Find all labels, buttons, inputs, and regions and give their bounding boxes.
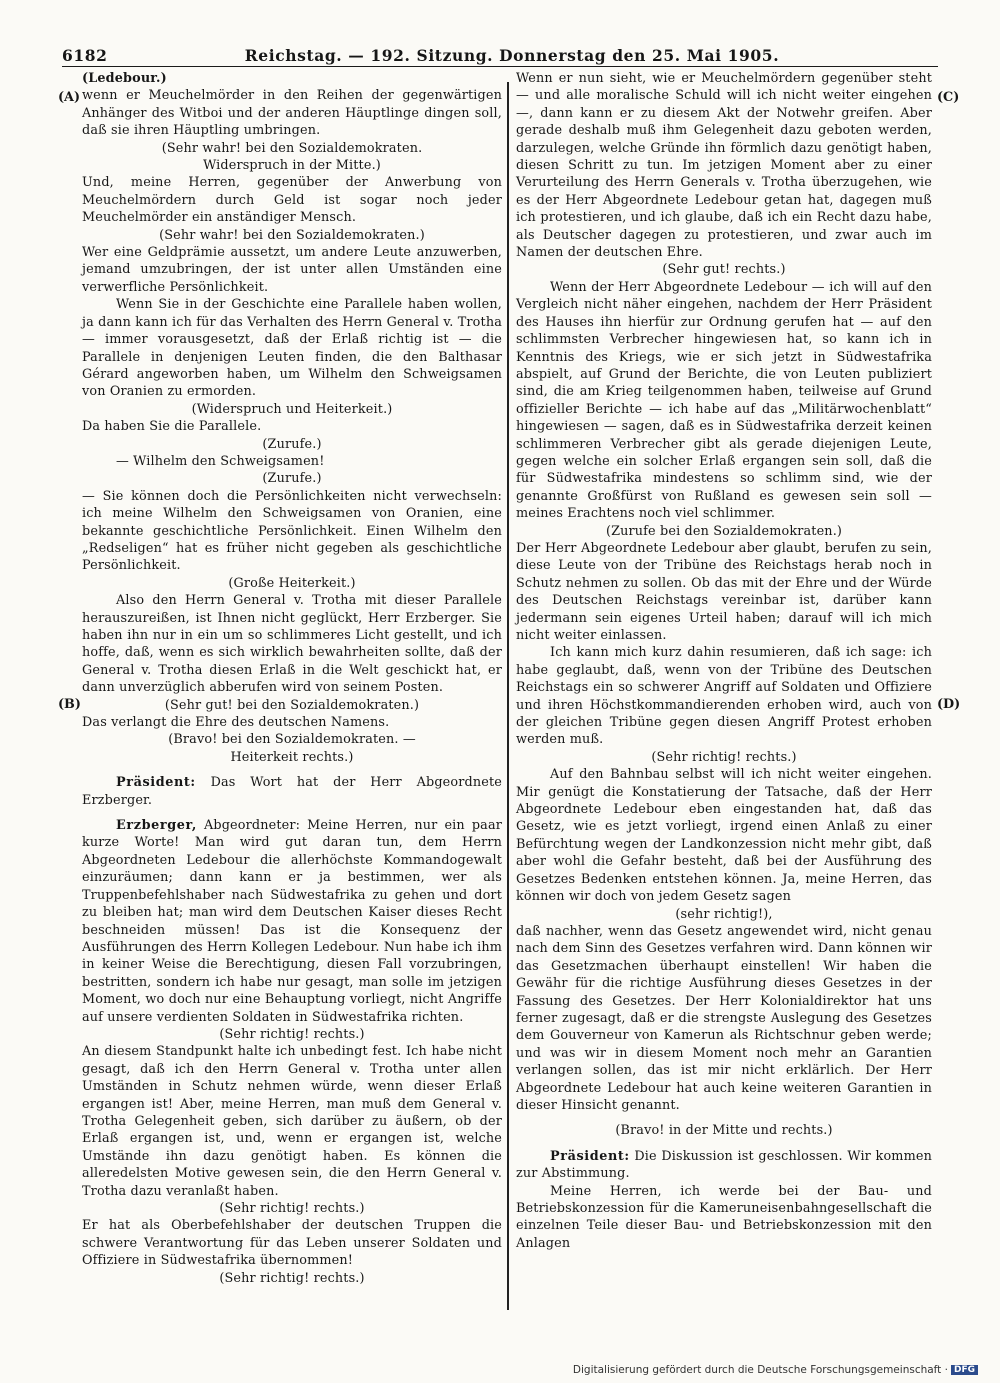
- interjection: (Sehr gut! bei den Sozialdemokraten.): [164, 697, 420, 713]
- left-column: [82, 70, 502, 1287]
- interjection: (Widerspruch und Heiterkeit.): [191, 401, 393, 417]
- speaker-name: Präsident:: [116, 775, 196, 791]
- paragraph: Wer eine Geldprämie aussetzt, um andere Leute anzuwerben, jemand umzubringen, der ist unter allen Umständen eine verwerfliche Persönlichkeit.: [82, 245, 502, 295]
- speaker-paragraph: Erzberger, Abgeordneter: Meine Herren, nur ein paar kurze Worte! Man wird gut daran tun, dem Herrn Abgeordneten Ledebour die allerhöchste Kommandogewalt einzuräumen; dann kann er ja bestimmen, wer als Truppenbefehlshaber nach Südwestafrika zu gehen und dort zu bleiben hat; man wird dem Deutschen Kaiser dieses Recht beschneiden müssen! Das ist die Konsequenz der Ausführungen des Herrn Kollegen Ledebour. Nun habe ich ihm in keiner Weise die Berechtigung, diesen Fall vorzubringen, bestritten, sondern ich habe nur gesagt, man solle im jetzigen Moment, wo doch nur eine Behauptung vorliegt, nicht Angriffe auf unsere verdienten Soldaten in Südwestafrika richten.: [82, 818, 503, 1025]
- paragraph: Wenn Sie in der Geschichte eine Parallele haben wollen, ja dann kann ich für das Verhalten des Herrn General v. Trotha — immer vorausgesetzt, daß der Erlaß richtig ist — die Parallele in denjenigen Leuten finden, die den Balthasar Gérard angeworben haben, um Wilhelm den Schweigsamen von Oranien zu ermorden.: [82, 297, 502, 400]
- column-divider: [507, 82, 509, 1310]
- paragraph: Meine Herren, ich werde bei der Bau- und Betriebskonzession für die Kameruneisenbahngesellschaft die einzelnen Teile dieser Bau- und Betriebskonzession mit den Anlagen: [516, 1183, 932, 1251]
- interjection: (Sehr gut! rechts.): [662, 262, 786, 278]
- interjection: (Bravo! bei den Sozialdemokraten. —: [168, 732, 416, 748]
- speaker-name: Erzberger,: [116, 818, 197, 834]
- paragraph: Das verlangt die Ehre des deutschen Namens.: [82, 715, 390, 731]
- paragraph: Auf den Bahnbau selbst will ich nicht weiter eingehen. Mir genügt die Konstatierung der Tatsache, daß der Herr Abgeordnete Ledebour eben eingestanden hat, daß das Gesetz, wie es jetzt vorliegt, irgend einen Anlaß zu einer Befürchtung wegen der Landkonzession nicht mehr gibt, daß aber wohl die Gefahr besteht, daß bei der Ausführung des Gesetzes Bedenken entstehen können. Ja, meine Herren, das können wir doch von jedem Gesetz sagen: [516, 767, 932, 905]
- paragraph: An diesem Standpunkt halte ich unbedingt fest. Ich habe nicht gesagt, daß ich den Herrn General v. Trotha unter allen Umständen in Schutz nehmen würde, wenn dieser Erlaß ergangen ist! Aber, meine Herren, man muß dem General v. Trotha Gelegenheit geben, sich darüber zu äußern, ob der Erlaß ergangen ist, und, wenn er ergangen ist, welche Umstände ihn dazu genötigt haben. Es können die alleredelsten Motive gewesen sein, die den Herrn General v. Trotha dazu veranlaßt haben.: [82, 1044, 502, 1199]
- dfg-logo: DFG: [951, 1365, 978, 1375]
- paragraph: Wenn der Herr Abgeordnete Ledebour — ich will auf den Vergleich nicht näher eingehen, nachdem der Herr Präsident des Hauses ihn hierfür zur Ordnung gerufen hat — auf den schlimmsten Verbrecher hingewiesen hat, so kann ich in Kenntnis des Kriegs, wie er sich jetzt in Südwestafrika abspielt, auf Grund der Berichte, die von Leuten publiziert sind, die am Krieg teilgenommen haben, teilweise auf Grund offizieller Berichte — ich habe auf das „Militärwochenblatt“ hingewiesen — sagen, daß es in Südwestafrika derzeit keinen schlimmeren Verbrecher gibt als gerade diejenigen Leute, gegen welche ein solcher Erlaß ergangen sein soll, daß die für Südwestafrika mindestens so schlimm sind, wie der genannte Großfürst von Rußland es gewesen sein soll — meines Erachtens noch viel schlimmer.: [516, 279, 932, 522]
- speaker-paragraph: Präsident: Die Diskussion ist geschlossen. Wir kommen zur Abstimmung.: [516, 1148, 932, 1182]
- interjection: Heiterkeit rechts.): [230, 749, 354, 765]
- paragraph: Da haben Sie die Parallele.: [82, 419, 262, 435]
- interjection: (Zurufe.): [262, 436, 322, 452]
- page-number: 6182: [62, 46, 108, 65]
- interjection: (Sehr wahr! bei den Sozialdemokraten.: [161, 140, 423, 156]
- paragraph: Er hat als Oberbefehlshaber der deutschen Truppen die schwere Verantwortung für das Leben unserer Soldaten und Offiziere in Südwestafrika übernommen!: [82, 1218, 502, 1269]
- paragraph: Der Herr Abgeordnete Ledebour aber glaubt, berufen zu sein, diese Leute von der Tribüne des Reichstags herab noch in Schutz nehmen zu sollen. Ob das mit der Ehre und der Würde des Deutschen Reichstags vereinbar ist, darüber kann jedermann sein eigenes Urteil haben; darauf will ich mich nicht weiter einlassen.: [516, 540, 932, 643]
- interjection: (Sehr richtig! rechts.): [219, 1026, 365, 1042]
- paragraph: daß nachher, wenn das Gesetz angewendet wird, nicht genau nach dem Sinn des Gesetzes verfahren wird. Dann können wir das Gesetzmachen überhaupt einstellen! Wir haben die Gewähr für die richtige Ausführung dieses Gesetzes in der Fassung des Gesetzes. Der Herr Kolonialdirektor hat uns ferner zugesagt, daß er die strengste Auslegung des Gesetzes dem Gouverneur von Kamerun als Richtschnur geben werde; und was wir in diesem Moment noch mehr an Garantien verlangen sollen, das ist mir nicht erklärlich. Der Herr Abgeordnete Ledebour hat auch keine weiteren Garantien in dieser Hinsicht genannt.: [516, 923, 932, 1113]
- paragraph: — Wilhelm den Schweigsamen!: [116, 453, 325, 469]
- interjection: (sehr richtig!),: [675, 906, 773, 922]
- speaker-name: Präsident:: [550, 1148, 630, 1164]
- paragraph: wenn er Meuchelmörder in den Reihen der gegenwärtigen Anhänger des Witboi und der anderen Häuptlinge dingen soll, daß sie ihren Häuptling umbringen.: [82, 88, 502, 139]
- speaker-paragraph: Präsident: Das Wort hat der Herr Abgeordnete Erzberger.: [82, 775, 503, 808]
- interjection: Widerspruch in der Mitte.): [203, 158, 381, 174]
- margin-marker-c: (C): [937, 90, 960, 105]
- interjection: (Sehr richtig! rechts.): [219, 1201, 365, 1216]
- footer-text: Digitalisierung gefördert durch die Deutsche Forschungsgemeinschaft ·: [572, 1364, 948, 1376]
- paragraph: Wenn er nun sieht, wie er Meuchelmördern gegenüber steht — und alle moralische Schuld will ich nicht weiter eingehen —, dann kann er zu diesem Akt der Notwehr greifen. Aber gerade deshalb muß ihm Gelegenheit dazu geboten werden, darzulegen, welche Gründe ihn förmlich dazu genötigt haben, diesen Schritt zu tun. Im jetzigen Moment aber zu einer Verurteilung des Herrn Generals v. Trotha überzugehen, wie es der Herr Abgeordnete Ledebour getan hat, dagegen muß ich protestieren, und ich glaube, daß ich ein Recht dazu habe, als Deutscher dagegen zu protestieren, und zwar auch im Namen der deutschen Ehre.: [516, 71, 932, 261]
- margin-marker-a: (A): [58, 90, 81, 105]
- speaker-continuation: (Ledebour.): [82, 71, 167, 86]
- interjection: (Sehr wahr! bei den Sozialdemokraten.): [159, 227, 425, 243]
- paragraph: Also den Herrn General v. Trotha mit dieser Parallele herauszureißen, ist Ihnen nicht geglückt, Herr Erzberger. Sie haben ihn nur in ein um so schlimmeres Licht gestellt, und ich hoffe, daß, wenn es sich wirklich bewahrheiten sollte, daß der General v. Trotha diesen Erlaß in die Welt geschickt hat, er dann unverzüglich abberufen wird von seinem Posten.: [82, 593, 502, 696]
- header-rule: [62, 66, 938, 67]
- footer-credit: [573, 1364, 978, 1376]
- right-column: [516, 70, 932, 1252]
- paragraph: Und, meine Herren, gegenüber der Anwerbung von Meuchelmördern durch Geld ist sogar noch jeder Meuchelmörder ein anständiger Mensch.: [82, 175, 502, 226]
- running-title: Reichstag. — 192. Sitzung. Donnerstag den 25. Mai 1905.: [244, 46, 780, 65]
- margin-marker-d: (D): [937, 697, 961, 712]
- interjection: (Zurufe.): [262, 471, 322, 487]
- paragraph: Ich kann mich kurz dahin resumieren, daß ich sage: ich habe geglaubt, daß, wenn von der Tribüne des Deutschen Reichstags ein so schwerer Angriff auf Soldaten und Offiziere und ihren Höchstkommandierenden erhoben wird, auch von der gleichen Tribüne gegen diesen Angriff Protest erhoben werden muß.: [516, 645, 932, 748]
- interjection: (Große Heiterkeit.): [228, 575, 356, 591]
- interjection: (Sehr richtig! rechts.): [651, 749, 797, 765]
- margin-marker-b: (B): [58, 697, 81, 712]
- interjection: (Bravo! in der Mitte und rechts.): [615, 1123, 833, 1139]
- paragraph: — Sie können doch die Persönlichkeiten nicht verwechseln: ich meine Wilhelm den Schweigsamen von Oranien, eine bekannte geschichtliche Persönlichkeit. Einen Wilhelm den „Redseligen“ hat es früher nicht gegeben als geschichtliche Persönlichkeit.: [82, 488, 502, 574]
- interjection: (Sehr richtig! rechts.): [219, 1270, 365, 1286]
- interjection: (Zurufe bei den Sozialdemokraten.): [605, 523, 843, 539]
